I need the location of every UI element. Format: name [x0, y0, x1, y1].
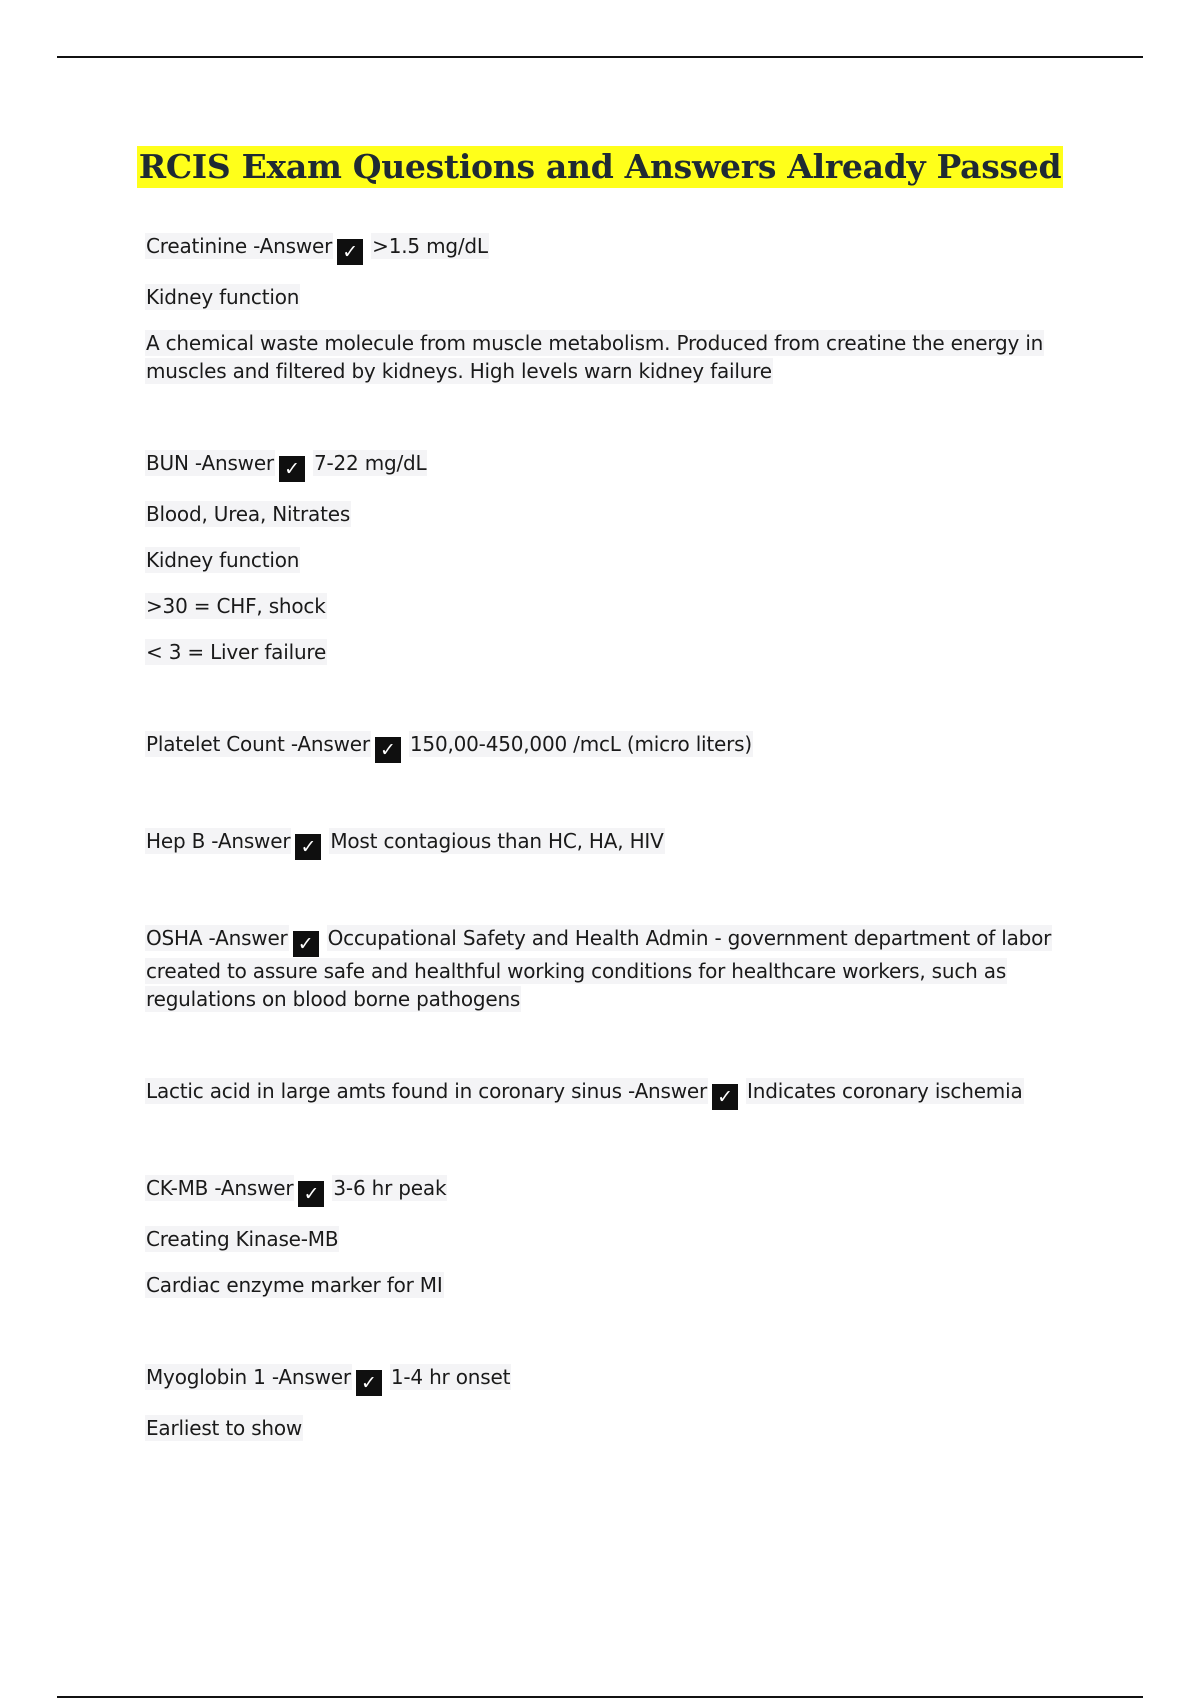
qa-entry-hep-b — [145, 827, 1065, 860]
question-line — [145, 232, 1065, 265]
qa-entry-osha — [145, 924, 1065, 1013]
question-term: BUN — [146, 451, 189, 475]
checkbox-checked-icon: ✓ — [279, 456, 305, 482]
note-line: Earliest to show — [146, 1416, 303, 1440]
checkbox-checked-icon: ✓ — [295, 834, 321, 860]
qa-entry-bun — [145, 449, 1065, 666]
question-line — [145, 1363, 1065, 1396]
question-line — [145, 1077, 1065, 1110]
question-term: Creatinine — [146, 234, 247, 258]
answer-marker: -Answer — [290, 732, 370, 756]
qa-list — [145, 232, 1065, 1460]
question-term: OSHA — [146, 926, 203, 950]
answer-text: Indicates coronary ischemia — [747, 1079, 1023, 1103]
checkbox-checked-icon: ✓ — [337, 239, 363, 265]
qa-entry-lactic-acid — [145, 1077, 1065, 1110]
question-line — [145, 827, 1065, 860]
note-line: Blood, Urea, Nitrates — [146, 502, 351, 526]
qa-entry-creatinine — [145, 232, 1065, 385]
checkbox-checked-icon: ✓ — [712, 1084, 738, 1110]
answer-marker: -Answer — [628, 1079, 708, 1103]
checkbox-checked-icon: ✓ — [356, 1370, 382, 1396]
answer-text: 3-6 hr peak — [333, 1176, 447, 1200]
answer-text: 1-4 hr onset — [390, 1365, 511, 1389]
document-title: RCIS Exam Questions and Answers Already Passed — [138, 147, 1062, 186]
question-term: Myoglobin 1 — [146, 1365, 266, 1389]
answer-marker: -Answer — [208, 926, 288, 950]
answer-marker: -Answer — [211, 829, 291, 853]
title-block — [0, 146, 1200, 188]
answer-text: 150,00-450,000 /mcL (micro liters) — [409, 732, 753, 756]
note-line: >30 = CHF, shock — [146, 594, 326, 618]
qa-entry-myoglobin — [145, 1363, 1065, 1442]
answer-text: >1.5 mg/dL — [372, 234, 488, 258]
question-line — [145, 730, 1065, 763]
answer-marker: -Answer — [194, 451, 274, 475]
answer-marker: -Answer — [214, 1176, 294, 1200]
answer-text: Most contagious than HC, HA, HIV — [330, 829, 664, 853]
qa-entry-ck-mb — [145, 1174, 1065, 1299]
question-term: CK-MB — [146, 1176, 209, 1200]
qa-entry-platelet-count — [145, 730, 1065, 763]
note-line: Cardiac enzyme marker for MI — [146, 1273, 443, 1297]
answer-marker: -Answer — [271, 1365, 351, 1389]
note-line: < 3 = Liver failure — [146, 640, 327, 664]
note-line: Kidney function — [146, 285, 300, 309]
header-rule — [57, 56, 1143, 58]
answer-marker: -Answer — [253, 234, 333, 258]
footer-rule — [57, 1696, 1143, 1698]
answer-text: Occupational Safety and Health Admin - government department of labor created to assure safe and healthful working conditions for healthcare workers, such as regulations on blood borne pathogens — [146, 926, 1052, 1011]
question-line — [145, 1174, 1065, 1207]
checkbox-checked-icon: ✓ — [293, 931, 319, 957]
question-term: Lactic acid in large amts found in coronary sinus — [146, 1079, 622, 1103]
checkbox-checked-icon: ✓ — [298, 1181, 324, 1207]
note-line: Kidney function — [146, 548, 300, 572]
question-line — [145, 449, 1065, 482]
checkbox-checked-icon: ✓ — [375, 737, 401, 763]
question-term: Platelet Count — [146, 732, 285, 756]
note-line: Creating Kinase-MB — [146, 1227, 339, 1251]
note-line: A chemical waste molecule from muscle metabolism. Produced from creatine the energy in muscles and filtered by kidneys. High levels warn kidney failure — [146, 331, 1044, 383]
question-line — [145, 924, 1065, 1013]
answer-text: 7-22 mg/dL — [313, 451, 427, 475]
question-term: Hep B — [146, 829, 206, 853]
